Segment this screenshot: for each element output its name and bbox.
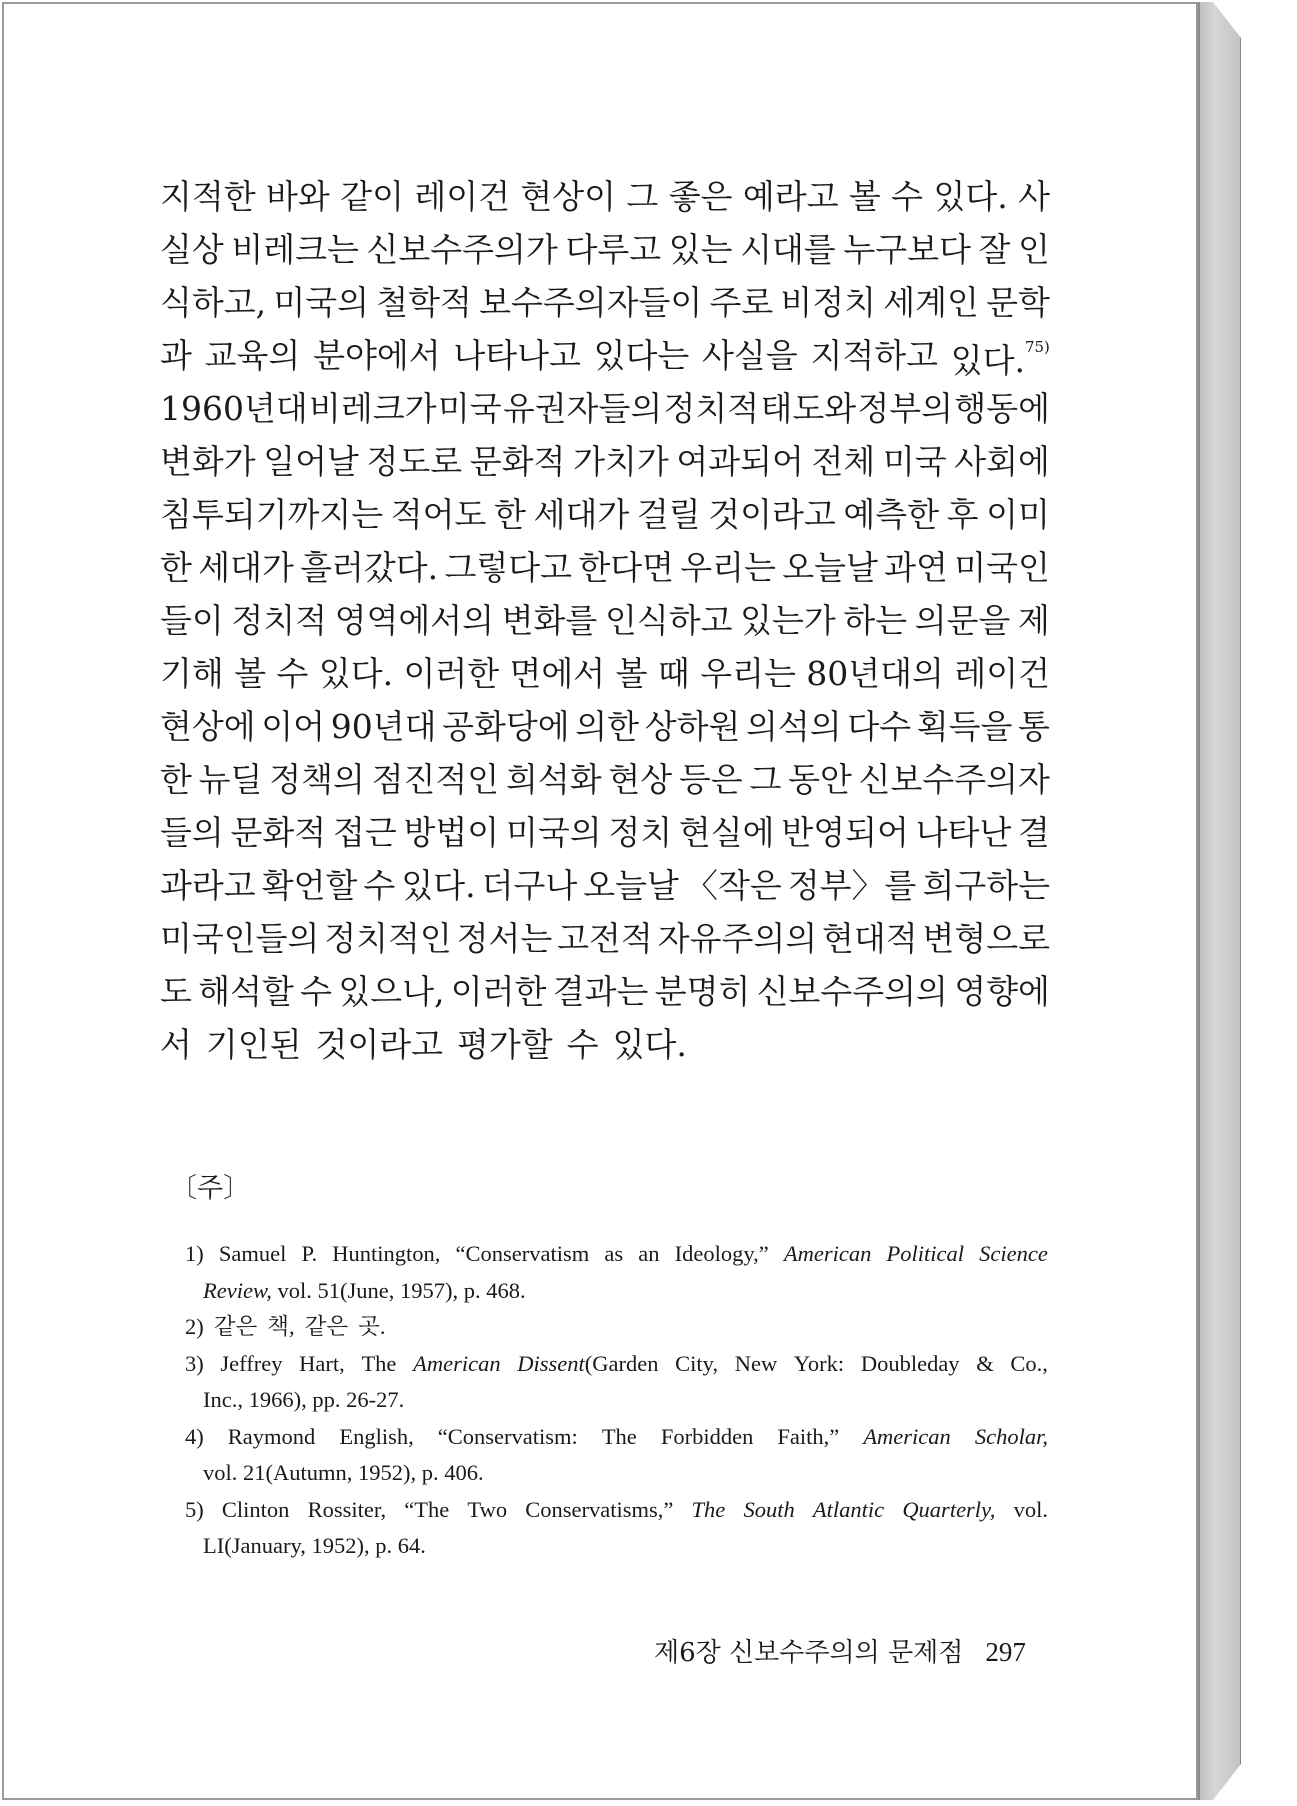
word: 일어날 (263, 442, 359, 481)
word: 유권자들의 (502, 389, 663, 428)
word: 오늘날 (583, 866, 679, 905)
word: 비정치 (780, 283, 877, 322)
footnote-first-line (185, 1309, 1048, 1346)
word: 현실에 (678, 813, 775, 852)
word: 하는 (843, 601, 908, 640)
word: 누구보다 (843, 230, 971, 269)
word: 것이라고 (315, 1025, 444, 1064)
body-line (160, 647, 1050, 700)
footnote-first-line (185, 1492, 1048, 1529)
word: 세대가 (198, 548, 294, 587)
body-line (160, 223, 1050, 276)
word: 희석화 (505, 760, 602, 799)
word: 때 (657, 654, 690, 693)
word: 한다면 (578, 548, 674, 587)
body-line (160, 382, 1050, 435)
footnote-word: English, (339, 1423, 414, 1449)
footnote-word: Two (467, 1496, 508, 1522)
footnote-word: Quarterly, (902, 1496, 996, 1522)
footnote (185, 1492, 1048, 1565)
footnote-word: 같은 (304, 1314, 349, 1339)
word: 현상 (608, 760, 673, 799)
footnote-word: Political (886, 1241, 965, 1266)
word: 있는가 (740, 601, 836, 640)
word: 이러한 (403, 654, 500, 693)
word: 정부의 (857, 389, 954, 428)
word: 해석할 (198, 972, 294, 1011)
footnote-reference: 75) (1024, 338, 1050, 356)
word: 정도로 (366, 442, 463, 481)
word: 결과는 (552, 972, 649, 1011)
footnote-word: Clinton (221, 1496, 290, 1522)
word: 나타나고 (453, 336, 581, 375)
footnote (185, 1236, 1048, 1309)
word: 미국인들의 (160, 919, 320, 958)
word: 그렇다고 (444, 548, 572, 587)
word: 흘러갔다. (300, 548, 439, 587)
word: 태도와 (760, 389, 857, 428)
word: 수 (363, 866, 396, 905)
word: 정치적 (663, 389, 760, 428)
body-line (160, 1018, 1050, 1071)
footnote-word: Jeffrey (220, 1350, 283, 1376)
word: 다수 (847, 707, 912, 746)
word: 주로 (709, 283, 774, 322)
word: 반영되어 (781, 813, 909, 852)
body-line (160, 170, 1050, 223)
footnote-word: 같은 (213, 1314, 258, 1339)
footnote-word: 2) (185, 1314, 204, 1339)
word: 과라고 (160, 866, 256, 905)
page-footer (654, 1632, 1026, 1669)
word: 상하원 (644, 707, 741, 746)
word: 미국 (437, 389, 502, 428)
word: 사회에 (954, 442, 1050, 481)
word: 실상 (160, 230, 224, 269)
word: 지적하고 (810, 336, 938, 375)
footnote-word: 1) (185, 1241, 204, 1266)
footnotes-list (185, 1236, 1048, 1565)
word: 동안 (788, 760, 852, 799)
word: 획득을 (916, 707, 1013, 746)
footnote-continuation: LI(January, 1952), p. 64. (203, 1533, 426, 1558)
word: 등은 (678, 760, 743, 799)
word: 영역에서의 (334, 601, 495, 640)
word: 면에서 (509, 654, 606, 693)
page-edge-shadow (1198, 2, 1200, 1800)
body-line (160, 700, 1050, 753)
footnote (185, 1419, 1048, 1492)
word: 정부〉를 (787, 866, 917, 905)
word: 자유주의의 (657, 919, 818, 958)
footnote-word: Samuel (218, 1241, 287, 1266)
footnote-word: Huntington, (332, 1241, 441, 1266)
word: 가치가 (573, 442, 669, 481)
word: 걸릴 (636, 495, 701, 534)
word: 이러한 (450, 972, 547, 1011)
word: 90년대 (330, 707, 437, 746)
footnote (185, 1309, 1048, 1346)
footnote-word: Atlantic (812, 1496, 885, 1522)
word: 인식하고 (604, 601, 733, 640)
footnote-word: The (691, 1496, 726, 1522)
word: 문화적 (230, 813, 327, 852)
word: 미국의 (273, 283, 369, 322)
footnote-word: Raymond (227, 1423, 316, 1449)
word: 결 (1018, 813, 1050, 852)
word: 이어 (261, 707, 326, 746)
word: 적어도 (390, 495, 487, 534)
footnote-word: 곳. (358, 1314, 386, 1339)
word: 인 (1018, 230, 1050, 269)
footnote (185, 1346, 1048, 1419)
word: 있다. (933, 177, 1008, 216)
word: 수 (891, 177, 924, 216)
footnote-word: Co., (1010, 1350, 1048, 1376)
footnote-word: New (734, 1350, 778, 1376)
word: 침투되기까지는 (160, 495, 384, 534)
footnote-word: P. (301, 1241, 318, 1266)
word: 있다. (612, 1025, 687, 1064)
footnote-word: as (604, 1241, 624, 1266)
page-edge (1198, 2, 1241, 1800)
footnote-continuation: Inc., 1966), pp. 26-27. (203, 1387, 405, 1412)
footnote-word: Science (979, 1241, 1048, 1266)
word: 1960년대 (160, 389, 308, 428)
word: 정책의 (269, 760, 365, 799)
footnote-word: vol. (1013, 1496, 1048, 1522)
word: 볼 (234, 654, 267, 693)
body-line (160, 859, 1050, 912)
footnote-word: Rossiter, (307, 1496, 387, 1522)
footnote-word: 5) (185, 1496, 204, 1522)
word: 과연 (884, 548, 948, 587)
footnote-word: & (976, 1350, 994, 1376)
footnote-word: Faith,” (777, 1423, 840, 1449)
word: 〈작은 (684, 866, 782, 905)
word: 수 (276, 654, 309, 693)
word: 평가할 (457, 1025, 553, 1064)
footnote-word: “The (404, 1496, 450, 1522)
word: 기인된 (205, 1025, 302, 1064)
word: 확언할 (261, 866, 358, 905)
word: 공화당에 (442, 707, 570, 746)
footnote-word: an (638, 1241, 660, 1266)
word: 철학적 (376, 283, 472, 322)
footnote-word: City, (675, 1350, 719, 1376)
body-text (160, 170, 1050, 1071)
word: 의문을 (914, 601, 1011, 640)
word: 비레크가 (309, 389, 437, 428)
word: 변화를 (501, 601, 598, 640)
word: 들이 (160, 601, 224, 640)
word: 교육의 (204, 336, 301, 375)
footnote-word: Conservatisms,” (525, 1496, 674, 1522)
word: 고전적 (557, 919, 653, 958)
word: 잘 (978, 230, 1011, 269)
word: 현대적 (821, 919, 918, 958)
footnote-word: The (361, 1350, 397, 1376)
word: 예측한 (843, 495, 939, 534)
word: 오늘날 (782, 548, 878, 587)
footnote-first-line (185, 1236, 1048, 1273)
word: 도 (160, 972, 192, 1011)
page-number: 297 (985, 1637, 1026, 1667)
body-line (160, 753, 1050, 806)
word: 점진적인 (371, 760, 500, 799)
word: 80년대의 (806, 654, 944, 693)
word: 통 (1018, 707, 1050, 746)
footnote-word: Forbidden (660, 1423, 754, 1449)
word: 과 (160, 336, 192, 375)
word: 미국 (882, 442, 947, 481)
word: 방법이 (403, 813, 500, 852)
word: 나타난 (915, 813, 1012, 852)
word: 좋은 (668, 177, 733, 216)
word: 있다.$^{75)}$ (950, 338, 1050, 380)
footnote-word: “Conservatism: (437, 1423, 578, 1449)
footnote-word: American (413, 1350, 501, 1376)
footnote-word: The (601, 1423, 637, 1449)
body-line (160, 541, 1050, 594)
word: 미국인 (954, 548, 1050, 587)
footnote-word: South (743, 1496, 795, 1522)
word: 전체 (811, 442, 876, 481)
body-line (160, 276, 1050, 329)
word: 후 (946, 495, 979, 534)
body-line (160, 965, 1050, 1018)
footnote-word: Ideology,” (674, 1241, 769, 1266)
word: 있으나, (338, 972, 445, 1011)
word: 기해 (160, 654, 224, 693)
word: 의석의 (746, 707, 842, 746)
body-line (160, 806, 1050, 859)
body-line (160, 594, 1050, 647)
body-line (160, 329, 1050, 382)
word: 그 (626, 177, 659, 216)
word: 한 (160, 760, 192, 799)
word: 미국의 (505, 813, 602, 852)
word: 분명히 (654, 972, 751, 1011)
word: 것이라고 (708, 495, 836, 534)
word: 더구나 (481, 866, 578, 905)
footnote-first-line (185, 1346, 1048, 1383)
word: 우리는 (680, 548, 776, 587)
word: 예라고 (742, 177, 839, 216)
word: 분야에서 (313, 336, 441, 375)
word: 변화가 (160, 442, 256, 481)
word: 문화적 (469, 442, 566, 481)
word: 현상에 (160, 707, 256, 746)
word: 제 (1018, 601, 1050, 640)
word: 비레크는 (231, 230, 359, 269)
word: 볼 (848, 177, 881, 216)
word: 수 (300, 972, 333, 1011)
footnote-word: 4) (185, 1423, 204, 1449)
word: 서 (160, 1025, 192, 1064)
word: 정서는 (456, 919, 553, 958)
word: 있는 (668, 230, 733, 269)
body-line (160, 912, 1050, 965)
body-line (160, 488, 1050, 541)
word: 보수주의자들이 (479, 283, 703, 322)
footnote-word: Dissent(Garden (517, 1350, 659, 1376)
word: 희구하는 (922, 866, 1050, 905)
footnote-word: Hart, (299, 1350, 345, 1376)
footnote-first-line (185, 1419, 1048, 1456)
word: 행동에 (954, 389, 1050, 428)
footnote-word: 3) (185, 1350, 204, 1376)
word: 식하고, (160, 283, 267, 322)
word: 뉴딜 (198, 760, 263, 799)
word: 볼 (615, 654, 648, 693)
word: 사 (1018, 177, 1050, 216)
footnote-word: 책, (267, 1314, 295, 1339)
footnote-word: Scholar, (974, 1423, 1048, 1449)
word: 레이건 (954, 654, 1050, 693)
word: 세계인 (883, 283, 979, 322)
footnote-word: American (863, 1423, 951, 1449)
word: 들의 (160, 813, 224, 852)
word: 세대가 (533, 495, 630, 534)
word: 정치적인 (324, 919, 452, 958)
word: 정치적 (231, 601, 328, 640)
word: 문학 (986, 283, 1050, 322)
word: 여과되어 (676, 442, 804, 481)
footnote-word: Doubleday (860, 1350, 960, 1376)
word: 있다. (318, 654, 394, 693)
word: 현상이 (520, 177, 617, 216)
footnote-word: American (783, 1241, 872, 1266)
word: 시대를 (740, 230, 836, 269)
word: 정치 (608, 813, 673, 852)
word: 있다는 (593, 336, 690, 375)
word: 의한 (575, 707, 640, 746)
word: 지적한 (160, 177, 256, 216)
word: 접근 (332, 813, 397, 852)
word: 신보수주의의 (756, 972, 948, 1011)
notes-heading: 〔주〕 (170, 1173, 251, 1204)
word: 있다. (401, 866, 476, 905)
word: 신보수주의가 (366, 230, 558, 269)
footnote-word: York: (793, 1350, 845, 1376)
footnote-word: “Conservatism (455, 1241, 590, 1266)
word: 사실을 (702, 336, 798, 375)
word: 수 (566, 1025, 599, 1064)
chapter-title: 제6장 신보수주의의 문제점 (654, 1638, 964, 1668)
word: 변형으로 (922, 919, 1050, 958)
word: 레이건 (414, 177, 510, 216)
word: 영향에 (954, 972, 1050, 1011)
word: 같이 (340, 177, 404, 216)
word: 다루고 (565, 230, 662, 269)
word: 바와 (266, 177, 330, 216)
word: 이미 (986, 495, 1050, 534)
word: 한 (160, 548, 192, 587)
word: 그 (749, 760, 782, 799)
body-line (160, 435, 1050, 488)
footnote-continuation: Review, vol. 51(June, 1957), p. 468. (203, 1277, 526, 1303)
word: 한 (494, 495, 526, 534)
word: 우리는 (700, 654, 796, 693)
word: 신보수주의자 (858, 760, 1050, 799)
footnote-continuation: vol. 21(Autumn, 1952), p. 406. (203, 1460, 484, 1485)
